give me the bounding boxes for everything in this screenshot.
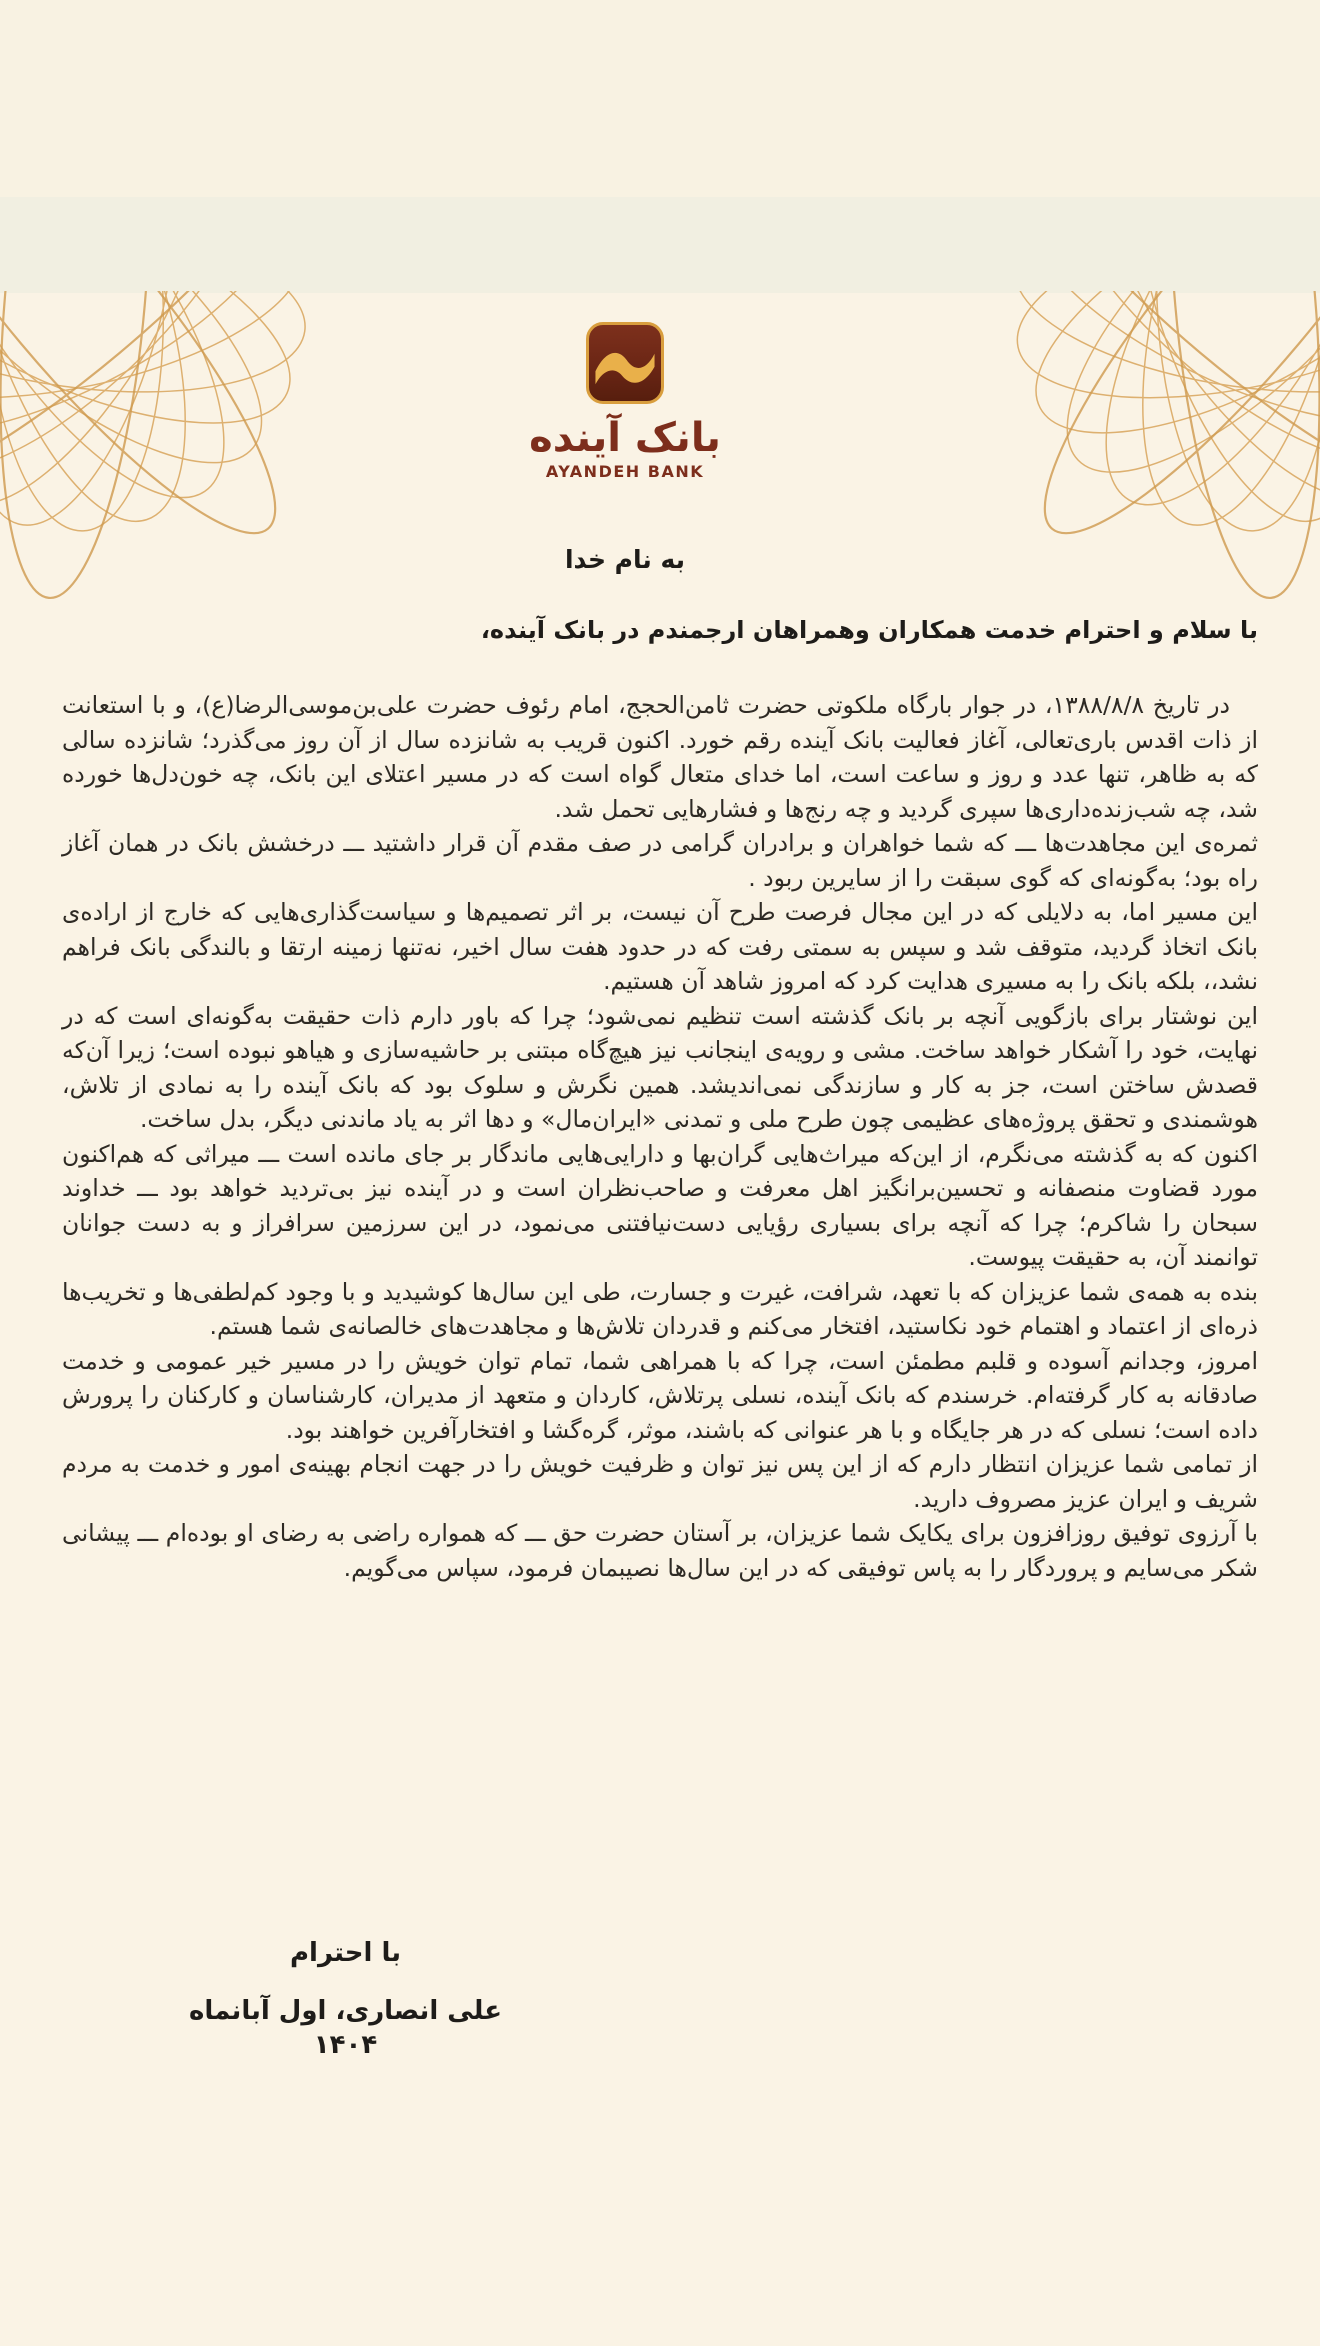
closing-block xyxy=(168,1936,523,2062)
salutation-line: با سلام و احترام خدمت همکاران وهمراهان ارجمندم در بانک آینده، xyxy=(480,616,1258,644)
paragraph-4: این نوشتار برای بازگویی آنچه بر بانک گذشته است تنظیم نمی‌شود؛ چرا که باور دارم ذات حقیقت به‌گونه‌ای است که در نهایت، خود را آشکار خواهد ساخت. مشی و رویه‌ی اینجانب نیز هیچ‌گاه مبتنی بر حاشیه‌سازی و هیاهو نبوده است؛ زیرا آن‌که قصدش ساختن است، جز به کار و سازندگی نمی‌اندیشد. همین نگرش و سلوک بود که بانک آینده را به نمادی از تلاش، هوشمندی و تحقق پروژه‌های عظیمی چون طرح ملی و تمدنی «ایران‌مال» و دها اثر به یاد ماندنی دیگر، بدل ساخت. xyxy=(62,1001,1258,1133)
paragraph-8: از تمامی شما عزیزان انتظار دارم که از این پس نیز توان و ظرفیت خویش را در جهت انجام بهینه‌ی امور و خدمت به مردم شریف و ایران عزیز مصروف دارید. xyxy=(62,1450,1258,1513)
paragraph-9: با آرزوی توفیق روزافزون برای یکایک شما عزیزان، بر آستان حضرت حق ـــ که همواره راضی به رضای او بوده‌ام ـــ پیشانی شکر می‌سایم و پروردگار را به پاس توفیقی که در این سال‌ها نصیبمان فرمود، سپاس می‌گویم. xyxy=(62,1519,1258,1582)
top-strip xyxy=(0,0,1320,197)
paragraph-2: ثمره‌ی این مجاهدت‌ها ـــ که شما خواهران و برادران گرامی در صف مقدم آن قرار داشتید ـــ درخشش بانک در همان آغاز راه بود؛ به‌گونه‌ای که گوی سبقت را از سایرین ربود . xyxy=(62,829,1258,892)
bismillah-text: به نام خدا xyxy=(564,545,686,574)
bank-header xyxy=(0,322,1285,481)
bank-name-fa: بانک آینده xyxy=(529,415,721,461)
paragraph-6: بنده به همه‌ی شما عزیزان که با تعهد، شرافت، غیرت و جسارت، طی این سال‌ها کوشیدید و با وجود کم‌لطفی‌ها و تخریب‌ها ذره‌ای از اعتماد و اهتمام خود نکاستید، افتخار می‌کنم و قدردان تلاش‌ها و مجاهدت‌های خالصانه‌ی شما هستم. xyxy=(62,1277,1258,1340)
paragraph-1: در تاریخ ۱۳۸۸/۸/۸، در جوار بارگاه ملکوتی حضرت ثامن‌الحجج، امام رئوف حضرت علی‌بن‌موسی‌الرضا(ع)، و با استعانت از ذات اقدس باری‌تعالی، آغاز فعالیت بانک آینده رقم خورد. اکنون قریب به شانزده سال از آن روز می‌گذرد؛ شانزده سالی که به ظاهر، تنها عدد و روز و ساعت است، اما خدای متعال گواه است که در مسیر اعتلای این بانک، چه خون‌دل‌ها خورده شد، چه شب‌زنده‌داری‌ها سپری گردید و چه رنج‌ها و فشارهایی تحمل شد. xyxy=(62,691,1258,823)
letter-body xyxy=(62,688,1258,1585)
closing-respect: با احترام xyxy=(290,1938,401,1968)
paragraph-7: امروز، وجدانم آسوده و قلبم مطمئن است، چرا که با همراهی شما، تمام توان خویش را در مسیر خیر عمومی و خدمت صادقانه به کار گرفته‌ام. خرسندم که بانک آینده، نسلی پرتلاش، کاردان و متعهد از مدیران، کارشناسان و کارکنان را پرورش داده است؛ نسلی که در هر جایگاه و با هر عنوانی که باشند، موثر، گره‌گشا و افتخارآفرین خواهند بود. xyxy=(62,1346,1258,1444)
logo-wave-icon xyxy=(589,325,661,401)
paragraph-5: اکنون که به گذشته می‌نگرم، از این‌که میراث‌هایی گران‌بها و دارایی‌هایی ماندگار بر جای مانده است ـــ میراثی که هم‌اکنون مورد قضاوت منصفانه و تحسین‌برانگیز اهل معرفت و صاحب‌نظران است و در آینده نیز بی‌تردید خواهد بود ـــ خداوند سبحان را شاکرم؛ چرا که آنچه برای بسیاری رؤیایی دست‌نیافتنی می‌نمود، در این سرزمین سرافراز و به دست جوانان توانمند آن، به حقیقت پیوست. xyxy=(62,1139,1258,1271)
signature-line: علی انصاری، اول آبانماه ۱۴۰۴ xyxy=(189,1996,502,2060)
bank-name-en: AYANDEH BANK xyxy=(545,462,705,481)
header-band xyxy=(0,197,1320,293)
paragraph-3: این مسیر اما، به دلایلی که در این مجال فرصت طرح آن نیست، بر اثر تصمیم‌ها و سیاست‌گذاری‌هایی که خارج از اراده‌ی بانک اتخاذ گردید، متوقف شد و سپس به سمتی رفت که در حدود هفت سال اخیر، نه‌تنها زمینه ارتقا و بالندگی بانک فراهم نشد،، بلکه بانک را به مسیری هدایت کرد که امروز شاهد آن هستیم. xyxy=(62,898,1258,995)
bank-logo-mark-icon xyxy=(586,322,664,404)
